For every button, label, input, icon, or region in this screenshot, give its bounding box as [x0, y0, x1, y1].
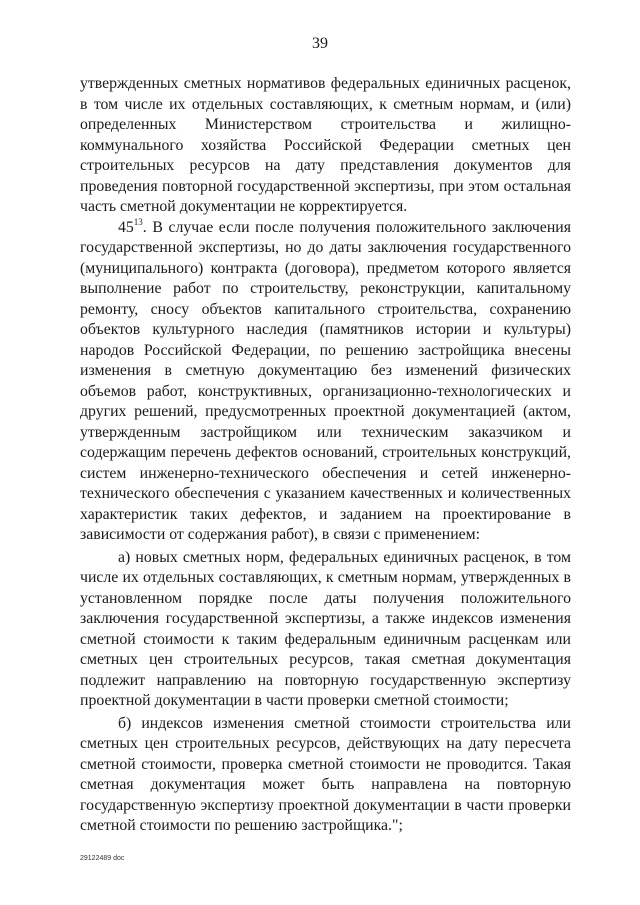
paragraph-number: 45	[118, 218, 134, 236]
list-item-b: б) индексов изменения сметной стоимости строительства или сметных цен строительных ресурсов, действующих на дату пересчета сметной стоимости, проверка сметной стоимости не проводится. Такая сметная документация может быть направлена на повторную государственную экспертизу проектной документации в части проверки сметной стоимости по решению застройщика.";	[80, 714, 571, 834]
page-number: 39	[312, 35, 328, 52]
list-item-a: а) новых сметных норм, федеральных единичных расценок, в том числе их отдельных составляющих, к сметным нормам, утвержденных в установленном порядке после даты получения положительного заключения государственной экспертизы, а также индексов изменения сметной стоимости к таким федеральным единичным расценкам или сметных цен строительных ресурсов, такая сметная документация подлежит направлению на повторную государственную экспертизу проектной документации в части проверки сметной стоимости;	[80, 548, 571, 709]
paragraph-continuation: утвержденных сметных нормативов федеральных единичных расценок, в том числе их отдельных составляющих, к сметным нормам, и (или) определенных Министерством строительства и жилищно-коммунального хозяйства Российской Федерации сметных цен строительных ресурсов на дату представления документов для проведения повторной государственной экспертизы, при этом остальная часть сметной документации не корректируется.	[80, 75, 571, 215]
paragraph-number-superscript: 13	[133, 216, 143, 227]
document-body	[80, 74, 571, 837]
paragraph-45-13-text: . В случае если после получения положительного заключения государственной экспертизы, но до даты заключения государственного (муниципального) контракта (договора), предметом которого является выполнение работ по строительству, реконструкции, капитальному ремонту, сносу объектов капитального строительства, сохранению объектов культурного наследия (памятников истории и культуры) народов Российской Федерации, по решению застройщика внесены изменения в сметную документацию без изменений физических объемов работ, конструктивных, организационно-технологических и других решений, предусмотренных проектной документацией (актом, утвержденным застройщиком или техническим заказчиком и содержащим перечень дефектов оснований, строительных конструкций, систем инженерно-технического обеспечения и сетей инженерно-технического обеспечения с указанием качественных и количественных характеристик таких дефектов, и заданием на проектирование в зависимости от содержания работ), в связи с применением:	[80, 218, 571, 543]
document-footer-code: 29122489 doc	[80, 855, 125, 862]
paragraph-45-13	[80, 218, 571, 546]
